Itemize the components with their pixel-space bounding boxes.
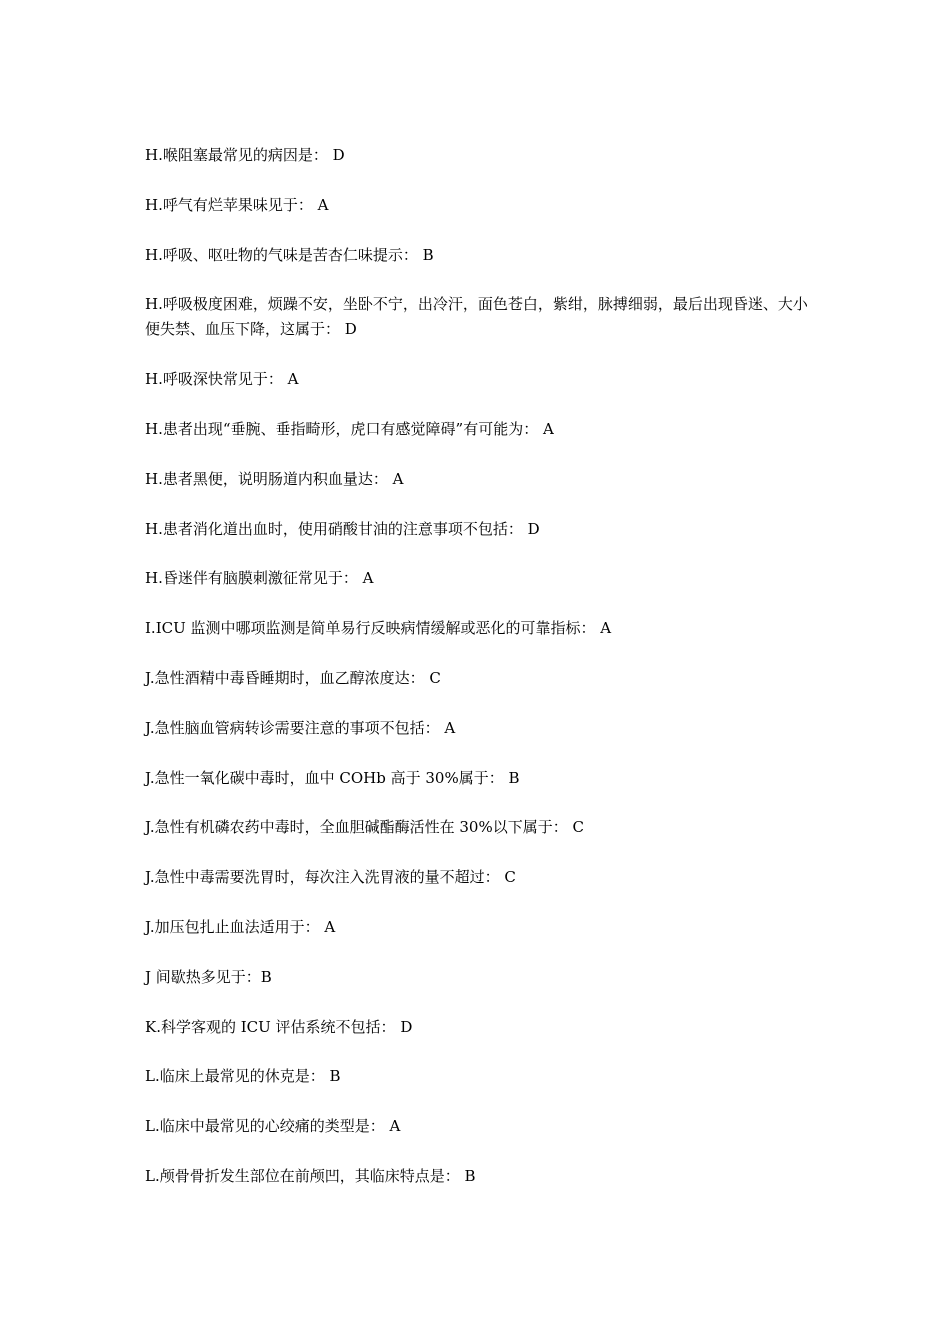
question-item: H.喉阻塞最常见的病因是： D	[145, 146, 345, 164]
question-item: H.呼吸、呕吐物的气味是苦杏仁味提示： B	[145, 245, 434, 264]
question-item: J.加压包扎止血法适用于： A	[145, 917, 336, 936]
question-item: H.患者出现“垂腕、垂指畸形，虎口有感觉障碍”有可能为： A	[145, 419, 554, 438]
question-item: J.急性脑血管病转诊需要注意的事项不包括： A	[145, 718, 456, 737]
question-item: K.科学客观的 ICU 评估系统不包括： D	[145, 1017, 413, 1036]
question-item: J.急性有机磷农药中毒时，全血胆碱酯酶活性在 30%以下属于： C	[145, 818, 584, 837]
question-list	[145, 143, 815, 1214]
question-item: L.临床中最常见的心绞痛的类型是： A	[145, 1117, 401, 1136]
question-item: H.呼吸深快常见于： A	[145, 370, 299, 389]
question-item: H.呼气有烂苹果味见于： A	[145, 195, 329, 214]
question-item: H.呼吸极度困难，烦躁不安，坐卧不宁，出冷汗，面色苍白，紫绀，脉搏细弱，最后出现昏迷、大小便失禁、血压下降，这属于： D	[145, 295, 808, 339]
question-item: H.患者消化道出血时，使用硝酸甘油的注意事项不包括： D	[145, 519, 540, 538]
question-item: J.急性中毒需要洗胃时，每次注入洗胃液的量不超过： C	[145, 868, 516, 887]
question-item: I.ICU 监测中哪项监测是简单易行反映病情缓解或恶化的可靠指标： A	[145, 619, 612, 638]
question-item: H.昏迷伴有脑膜刺激征常见于： A	[145, 569, 374, 588]
question-item: J.急性一氧化碳中毒时，血中 COHb 高于 30%属于： B	[145, 768, 520, 787]
question-item: J.急性酒精中毒昏睡期时，血乙醇浓度达： C	[145, 668, 441, 687]
question-item: L.临床上最常见的休克是： B	[145, 1067, 341, 1086]
question-item: H.患者黑便，说明肠道内积血量达： A	[145, 469, 404, 488]
question-item: L.颅骨骨折发生部位在前颅凹，其临床特点是： B	[145, 1166, 476, 1185]
question-item: J 间歇热多见于：B	[145, 967, 272, 986]
